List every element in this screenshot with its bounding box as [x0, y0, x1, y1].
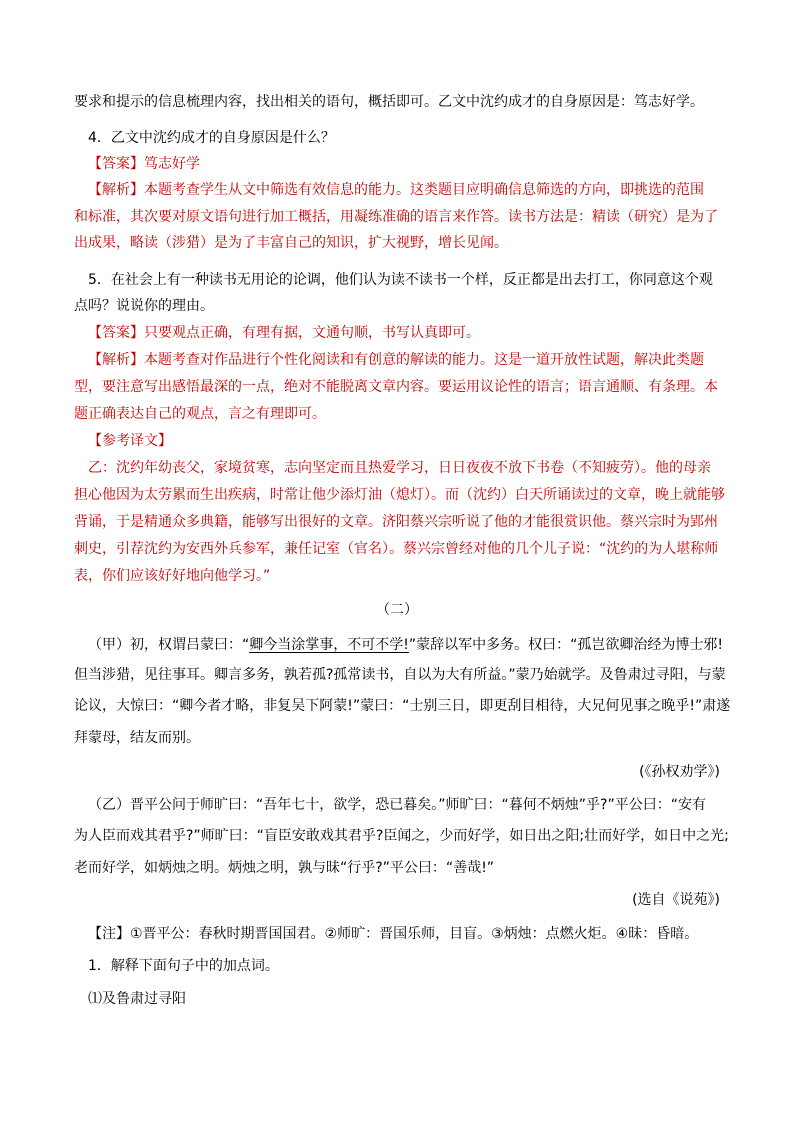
question-5: 点吗？说说你的理由。: [74, 298, 214, 314]
passage-text: ”蒙辞以军中多务。权曰：“孤岂欲卿治经为博士邪!: [408, 637, 724, 653]
passage-yi-line: 为人臣而戏其君乎?”师旷曰：“盲臣安敢戏其君乎?臣闻之，少而好学，如日出之阳;壮而好学，如日中之光;: [74, 828, 729, 844]
passage-text: （甲）初，权谓吕蒙曰：“: [88, 637, 250, 653]
analysis-label: 【解析】: [88, 182, 144, 198]
analysis-text: 本题考查学生从文中筛选有效信息的能力。这类题目应明确信息筛选的方向，即挑选的范围: [144, 182, 704, 198]
question-1-item: ⑴及鲁肃过寻阳: [88, 991, 186, 1007]
translation-label: 【参考译文】: [88, 433, 172, 449]
question-1: 1．解释下面句子中的加点词。: [88, 958, 279, 974]
passage-source: (选自《说苑》): [632, 892, 720, 908]
passage-jia-line: 拜蒙母，结友而别。: [74, 730, 200, 746]
analysis-5-line: [88, 350, 704, 370]
passage-jia-line: 但当涉猎，见往事耳。卿言多务，孰若孤?孤常读书，自以为大有所益。”蒙乃始就学。及鲁肃过寻阳，与蒙: [74, 667, 726, 683]
translation-line: 乙：沈约年幼丧父，家境贫寒，志向坚定而且热爱学习，日日夜夜不放下书卷（不知疲劳）。他的母亲: [88, 460, 711, 476]
translation-line: 表，你们应该好好地向他学习。”: [74, 568, 271, 584]
translation-line: 刺史，引荐沈约为安西外兵参军，兼任记室（官名）。蔡兴宗曾经对他的几个儿子说：“沈约的为人堪称师: [74, 541, 719, 557]
analysis-4-line: 和标准，其次要对原文语句进行加工概括，用凝练准确的语言来作答。读书方法是：精读（研究）是为了: [74, 209, 718, 225]
analysis-text: 本题考查对作品进行个性化阅读和有创意的解读的能力。这是一道开放性试题，解决此类题: [144, 352, 704, 368]
passage-jia-line: 论议，大惊曰：“卿今者才略，非复吴下阿蒙!”蒙曰：“士别三日，即更刮目相待，大兄何见事之晚乎!”肃遂: [74, 698, 731, 714]
answer-label: 【答案】: [88, 325, 144, 341]
section-heading: （二）: [376, 602, 418, 618]
answer-text: 只要观点正确，有理有据，文通句顺，书写认真即可。: [144, 325, 480, 341]
question-4: 4．乙文中沈约成才的自身原因是什么？: [88, 130, 335, 146]
passage-yi-line: （乙）晋平公问于师旷曰：“吾年七十，欲学，恐已暮矣。”师旷曰：“暮何不炳烛”乎?”平公曰：“安有: [88, 797, 706, 813]
underlined-sentence: 卿今当涂掌事，不可不学!: [249, 637, 409, 653]
analysis-4-line: [88, 180, 704, 200]
translation-line: 担心他因为太劳累而生出疾病，时常让他少添灯油（熄灯）。而（沈约）白天所诵读过的文章，晚上就能够: [74, 487, 725, 503]
analysis-5-line: 型，要注意写出感悟最深的一点，绝对不能脱离文章内容。要运用议论性的语言；语言通顺、有条理。本: [74, 379, 718, 395]
translation-line: 背诵，于是精通众多典籍，能够写出很好的文章。济阳蔡兴宗听说了他的才能很赏识他。蔡兴宗时为郢州: [74, 514, 718, 530]
question-5: 5．在社会上有一种读书无用论的论调，他们认为读不读书一个样，反正都是出去打工，你同意这个观: [88, 272, 713, 288]
answer-4: [88, 154, 200, 174]
passage-yi-line: 老而好学，如炳烛之明。炳烛之明，孰与昧“行乎?”平公曰：“善哉!”: [74, 860, 495, 876]
analysis-5-line: 题正确表达自己的观点，言之有理即可。: [74, 406, 326, 422]
analysis-4-line: 出成果，略读（涉猎）是为了丰富自己的知识，扩大视野，增长见闻。: [74, 235, 508, 251]
answer-label: 【答案】: [88, 156, 144, 172]
passage-source: (《孙权劝学》): [639, 764, 720, 780]
passage-jia-line: [88, 635, 723, 655]
text-line: 要求和提示的信息梳理内容，找出相关的语句，概括即可。乙文中沈约成才的自身原因是：笃志好学。: [74, 94, 704, 110]
answer-text: 笃志好学: [144, 156, 200, 172]
answer-5: [88, 323, 480, 343]
footnote: 【注】①晋平公：春秋时期晋国国君。②师旷：晋国乐师，目盲。③炳烛：点燃火炬。④昧：昏暗。: [88, 926, 699, 942]
analysis-label: 【解析】: [88, 352, 144, 368]
